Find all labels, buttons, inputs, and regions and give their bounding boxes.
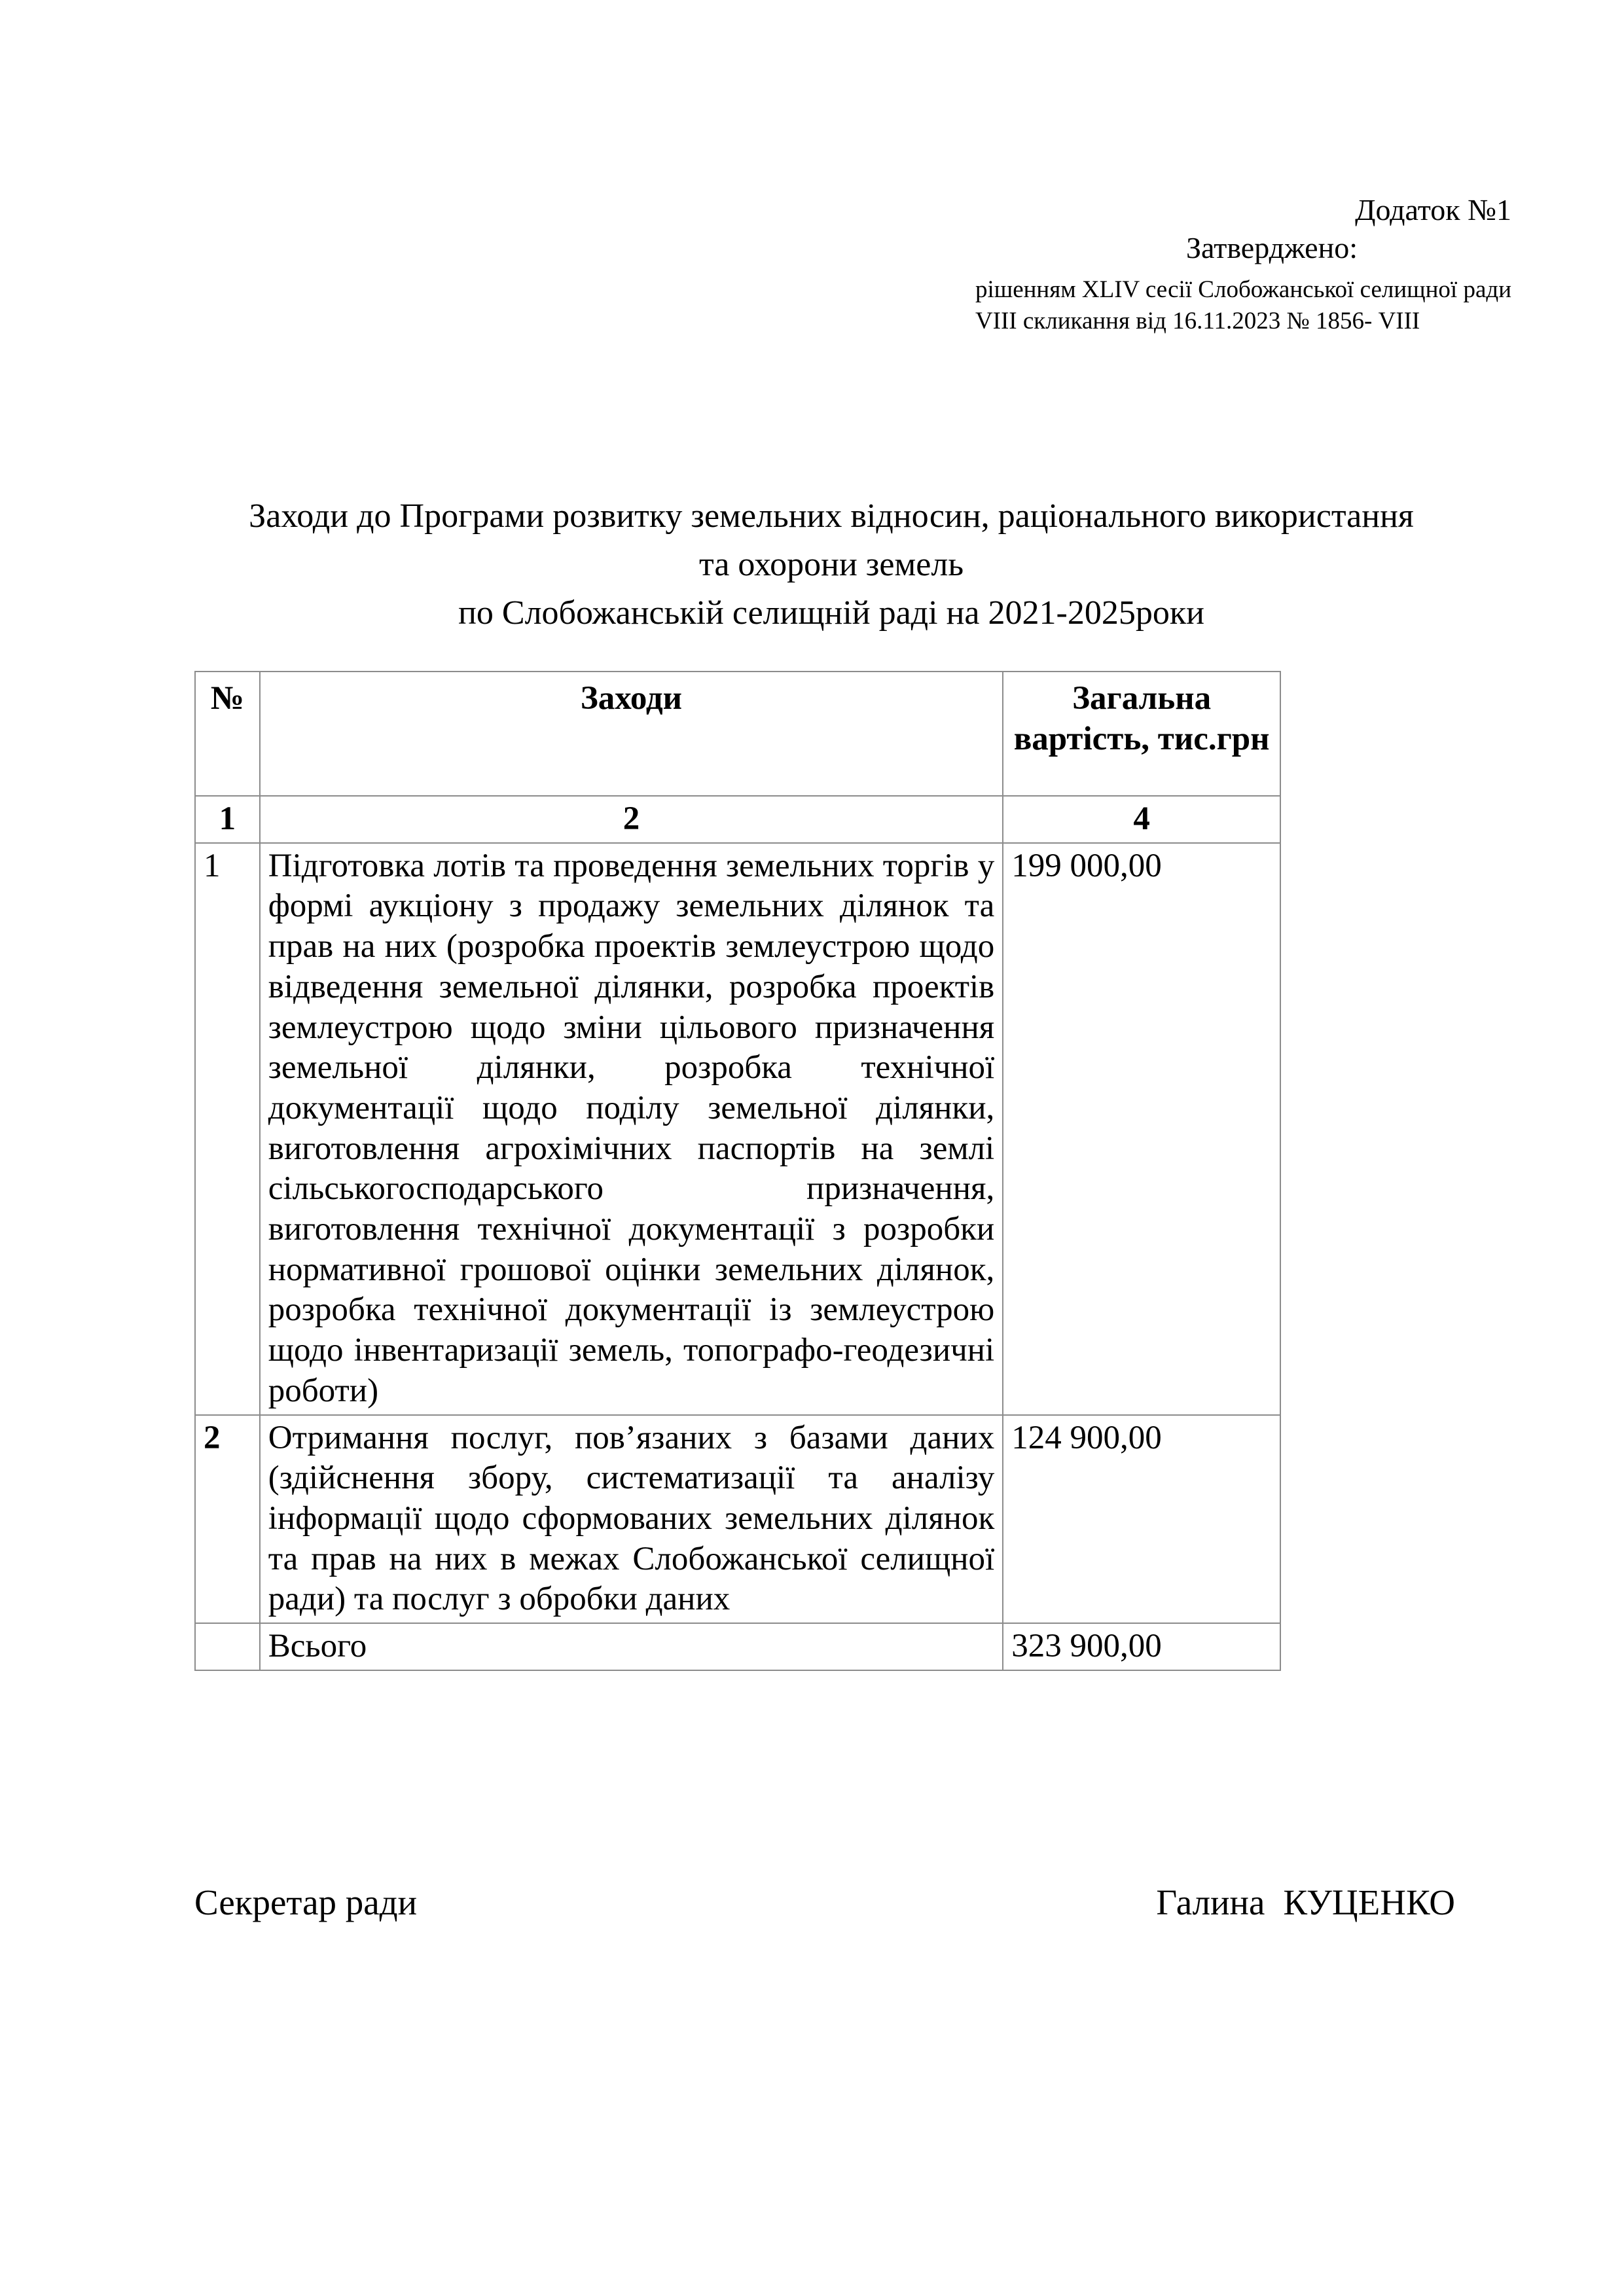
- table-row: [195, 1415, 1280, 1624]
- total-row: [195, 1623, 1280, 1670]
- row-measure: Отримання послуг, пов’язаних з базами даних (здійснення збору, систематизації та аналізу інформації щодо сформованих земельних ділянок та прав на них в межах Слобожанської селищної ради) та послуг з обробки даних: [260, 1415, 1003, 1624]
- decision-line-2: VIII скликання від 16.11.2023 № 1856- VIII: [975, 308, 1420, 335]
- measures-table: [194, 671, 1281, 1671]
- row-cost: 124 900,00: [1003, 1415, 1280, 1624]
- signatory-name: [1156, 1882, 1455, 1923]
- table-row: [195, 843, 1280, 1415]
- decision-line-1: рішенням XLIV сесії Слобожанської селищної ради: [975, 276, 1511, 303]
- total-number: [195, 1623, 260, 1670]
- header-measure: Заходи: [260, 672, 1003, 796]
- column-number: 4: [1003, 796, 1280, 843]
- row-cost: 199 000,00: [1003, 843, 1280, 1415]
- column-number-row: [195, 796, 1280, 843]
- column-number: 1: [195, 796, 260, 843]
- row-number: 2: [195, 1415, 260, 1624]
- header-cost: Загальна вартість, тис.грн: [1003, 672, 1280, 796]
- total-label: Всього: [260, 1623, 1003, 1670]
- row-number: 1: [195, 843, 260, 1415]
- signatory-first-name: Галина: [1156, 1882, 1265, 1922]
- title-line-3: по Слобожанській селищній раді на 2021-2025роки: [458, 594, 1204, 632]
- title-line-2: та охорони земель: [698, 545, 964, 583]
- column-number: 2: [260, 796, 1003, 843]
- signatory-position: Секретар ради: [194, 1882, 418, 1922]
- header-no: №: [195, 672, 260, 796]
- table-header-row: [195, 672, 1280, 796]
- signatory-last-name: КУЦЕНКО: [1283, 1882, 1455, 1922]
- approval-block: [975, 191, 1511, 337]
- document-title: [157, 492, 1506, 637]
- approved-label: Затверджено:: [1185, 230, 1358, 264]
- decision-reference: [975, 274, 1511, 337]
- row-measure: Підготовка лотів та проведення земельних торгів у формі аукціону з продажу земельних ділянок та прав на них (розробка проектів землеустрою щодо відведення земельної ділянки, розробка проектів землеустрою щодо зміни цільового призначення земельної ділянки, розробка технічної документації щодо поділу земельної ділянки, виготовлення агрохімічних паспортів на землі сільськогосподарського призначення, виготовлення технічної документації з розробки нормативної грошової оцінки земельних ділянок, розробка технічної документації із землеустрою щодо інвентаризації земель, топографо-геодезичні роботи): [260, 843, 1003, 1415]
- title-line-1: Заходи до Програми розвитку земельних відносин, раціонального використання: [249, 497, 1414, 535]
- total-cost: 323 900,00: [1003, 1623, 1280, 1670]
- annex-label: Додаток №1: [1355, 193, 1511, 226]
